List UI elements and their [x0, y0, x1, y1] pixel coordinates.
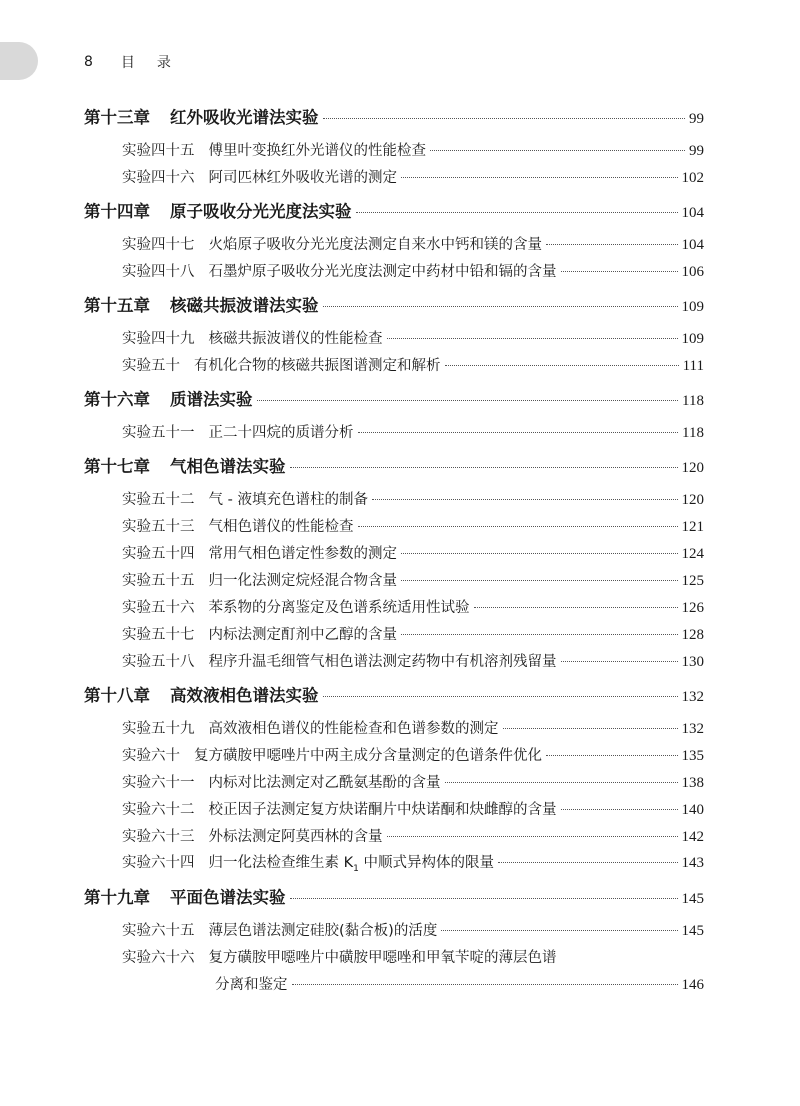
experiment-label: 实验五十八	[122, 654, 195, 670]
experiment-label: 实验五十一	[122, 425, 195, 441]
experiment-title: 内标对比法测定对乙酰氨基酚的含量	[208, 775, 441, 791]
dot-leader	[401, 580, 678, 581]
toc-experiment[interactable]	[84, 539, 704, 566]
dot-leader	[561, 661, 678, 662]
toc-experiment[interactable]	[84, 257, 704, 284]
dot-leader	[445, 365, 679, 366]
chapter-page: 118	[682, 393, 704, 409]
experiment-page: 126	[681, 600, 704, 616]
dot-leader	[290, 898, 678, 899]
experiment-title: 阿司匹林红外吸收光谱的测定	[208, 170, 397, 186]
experiment-page: 132	[681, 721, 704, 737]
experiment-title: 傅里叶变换红外光谱仪的性能检查	[208, 143, 426, 159]
experiment-label: 实验六十	[122, 748, 180, 764]
experiment-title: 常用气相色谱定性参数的测定	[208, 546, 397, 562]
experiment-title: 核磁共振波谱仪的性能检查	[208, 331, 383, 347]
experiment-label: 实验四十八	[122, 264, 195, 280]
dot-leader	[474, 607, 678, 608]
experiment-label: 实验六十二	[122, 802, 195, 818]
toc-experiment[interactable]	[84, 714, 704, 741]
experiment-title: 有机化合物的核磁共振图谱测定和解析	[194, 358, 441, 374]
toc-experiment[interactable]	[84, 163, 704, 190]
experiment-page: 120	[681, 492, 704, 508]
experiment-label: 实验五十九	[122, 721, 195, 737]
toc-chapter[interactable]	[84, 876, 704, 916]
experiment-label: 实验五十五	[122, 573, 195, 589]
dot-leader	[546, 755, 678, 756]
title-text: 归一化法检查维生素 K	[208, 855, 354, 872]
dot-leader	[323, 118, 686, 119]
dot-leader	[401, 634, 678, 635]
dot-leader	[445, 782, 678, 783]
toc-experiment[interactable]	[84, 916, 704, 943]
toc-experiment[interactable]	[84, 943, 704, 997]
experiment-title-line-2: 分离和鉴定	[215, 977, 288, 993]
chapter-page: 120	[681, 460, 704, 476]
experiment-page: 118	[682, 425, 704, 441]
toc-experiment[interactable]	[84, 795, 704, 822]
dot-leader	[387, 836, 678, 837]
toc-experiment[interactable]	[84, 418, 704, 445]
toc-experiment[interactable]	[84, 822, 704, 849]
dot-leader	[358, 432, 679, 433]
dot-leader	[441, 930, 677, 931]
chapter-page: 109	[681, 299, 704, 315]
experiment-page: 102	[681, 170, 704, 186]
experiment-page: 124	[681, 546, 704, 562]
experiment-page: 138	[681, 775, 704, 791]
experiment-page: 135	[681, 748, 704, 764]
toc-experiment[interactable]	[84, 566, 704, 593]
experiment-label: 实验五十六	[122, 600, 195, 616]
experiment-page: 146	[681, 977, 704, 993]
dot-leader	[401, 177, 678, 178]
toc-chapter[interactable]	[84, 190, 704, 230]
experiment-title	[209, 851, 494, 874]
experiment-title: 气相色谱仪的性能检查	[208, 519, 354, 535]
experiment-label: 实验六十四	[122, 855, 195, 872]
page-number: 8	[84, 54, 93, 70]
chapter-title: 平面色谱法实验	[170, 888, 286, 907]
experiment-label: 实验六十一	[122, 775, 195, 791]
experiment-label: 实验五十三	[122, 519, 195, 535]
dot-leader	[290, 467, 678, 468]
experiment-title: 石墨炉原子吸收分光光度法测定中药材中铅和镉的含量	[208, 264, 557, 280]
experiment-label: 实验四十六	[122, 170, 195, 186]
dot-leader	[498, 862, 678, 863]
dot-leader	[561, 809, 678, 810]
title-text: 中顺式异构体的限量	[358, 855, 494, 872]
experiment-label: 实验六十三	[122, 829, 195, 845]
experiment-page: 106	[681, 264, 704, 280]
toc-experiment[interactable]	[84, 768, 704, 795]
experiment-title: 复方磺胺甲噁唑片中两主成分含量测定的色谱条件优化	[194, 748, 542, 764]
running-header	[84, 52, 171, 72]
toc-chapter[interactable]	[84, 378, 704, 418]
toc-experiment[interactable]	[84, 351, 704, 378]
toc-experiment[interactable]	[84, 593, 704, 620]
experiment-label: 实验六十五	[122, 923, 195, 939]
header-title-char-2: 录	[156, 55, 171, 71]
experiment-label: 实验四十七	[122, 237, 195, 253]
experiment-label: 实验五十二	[122, 492, 195, 508]
chapter-label: 第十六章	[84, 390, 150, 409]
experiment-title: 正二十四烷的质谱分析	[208, 425, 354, 441]
chapter-title: 原子吸收分光光度法实验	[170, 202, 352, 221]
chapter-page: 132	[681, 689, 704, 705]
toc-experiment[interactable]	[84, 230, 704, 257]
toc-experiment[interactable]	[84, 849, 704, 876]
experiment-page: 140	[681, 802, 704, 818]
toc-experiment[interactable]	[84, 741, 704, 768]
experiment-page: 145	[681, 923, 704, 939]
chapter-label: 第十七章	[84, 457, 150, 476]
header-title-char-1: 目	[120, 55, 135, 71]
chapter-page: 99	[689, 111, 704, 127]
experiment-label: 实验四十九	[122, 331, 195, 347]
chapter-title: 核磁共振波谱法实验	[170, 296, 319, 315]
experiment-title: 程序升温毛细管气相色谱法测定药物中有机溶剂残留量	[208, 654, 557, 670]
chapter-title: 红外吸收光谱法实验	[170, 108, 319, 127]
chapter-page: 145	[681, 891, 704, 907]
experiment-page: 111	[682, 358, 704, 374]
toc-experiment[interactable]	[84, 620, 704, 647]
chapter-label: 第十三章	[84, 108, 150, 127]
toc-experiment[interactable]	[84, 136, 704, 163]
experiment-page: 125	[681, 573, 704, 589]
experiment-page: 143	[681, 855, 704, 872]
table-of-contents	[84, 96, 704, 997]
toc-experiment[interactable]	[84, 324, 704, 351]
chapter-label: 第十九章	[84, 888, 150, 907]
experiment-page: 99	[689, 143, 704, 159]
dot-leader	[358, 526, 678, 527]
dot-leader	[430, 150, 685, 151]
experiment-label: 实验四十五	[122, 143, 195, 159]
experiment-title: 内标法测定酊剂中乙醇的含量	[208, 627, 397, 643]
dot-leader	[387, 338, 678, 339]
experiment-title: 外标法测定阿莫西林的含量	[208, 829, 383, 845]
experiment-title: 苯系物的分离鉴定及色谱系统适用性试验	[208, 600, 470, 616]
dot-leader	[323, 306, 678, 307]
experiment-page: 142	[681, 829, 704, 845]
dot-leader	[401, 553, 678, 554]
toc-experiment[interactable]	[84, 512, 704, 539]
experiment-title: 火焰原子吸收分光光度法测定自来水中钙和镁的含量	[208, 237, 542, 253]
dot-leader	[292, 984, 678, 985]
experiment-page: 104	[681, 237, 704, 253]
experiment-page: 121	[681, 519, 704, 535]
chapter-title: 气相色谱法实验	[170, 457, 286, 476]
experiment-label: 实验五十四	[122, 546, 195, 562]
subscript: 1	[353, 863, 359, 874]
toc-chapter[interactable]	[84, 445, 704, 485]
chapter-title: 高效液相色谱法实验	[170, 686, 319, 705]
dot-leader	[257, 400, 679, 401]
toc-chapter[interactable]	[84, 674, 704, 714]
dot-leader	[372, 499, 678, 500]
dot-leader	[503, 728, 678, 729]
chapter-label: 第十八章	[84, 686, 150, 705]
toc-experiment[interactable]	[84, 485, 704, 512]
dot-leader	[561, 271, 678, 272]
experiment-label: 实验六十六	[122, 950, 195, 966]
experiment-title: 薄层色谱法测定硅胶(黏合板)的活度	[208, 923, 438, 939]
dot-leader	[356, 212, 678, 213]
experiment-title: 高效液相色谱仪的性能检查和色谱参数的测定	[208, 721, 499, 737]
experiment-title-line-1: 复方磺胺甲噁唑片中磺胺甲噁唑和甲氧苄啶的薄层色谱	[208, 950, 557, 966]
toc-experiment[interactable]	[84, 647, 704, 674]
experiment-title: 气 - 液填充色谱柱的制备	[208, 492, 368, 508]
experiment-page: 130	[681, 654, 704, 670]
page-edge-tab	[0, 42, 38, 80]
experiment-page: 128	[681, 627, 704, 643]
dot-leader	[546, 244, 678, 245]
experiment-label: 实验五十七	[122, 627, 195, 643]
experiment-page: 109	[681, 331, 704, 347]
dot-leader	[323, 696, 678, 697]
chapter-label: 第十四章	[84, 202, 150, 221]
chapter-page: 104	[681, 205, 704, 221]
chapter-title: 质谱法实验	[170, 390, 253, 409]
experiment-title: 归一化法测定烷烃混合物含量	[208, 573, 397, 589]
experiment-title: 校正因子法测定复方炔诺酮片中炔诺酮和炔雌醇的含量	[208, 802, 557, 818]
toc-chapter[interactable]	[84, 284, 704, 324]
experiment-label: 实验五十	[122, 358, 180, 374]
chapter-label: 第十五章	[84, 296, 150, 315]
toc-chapter[interactable]	[84, 96, 704, 136]
